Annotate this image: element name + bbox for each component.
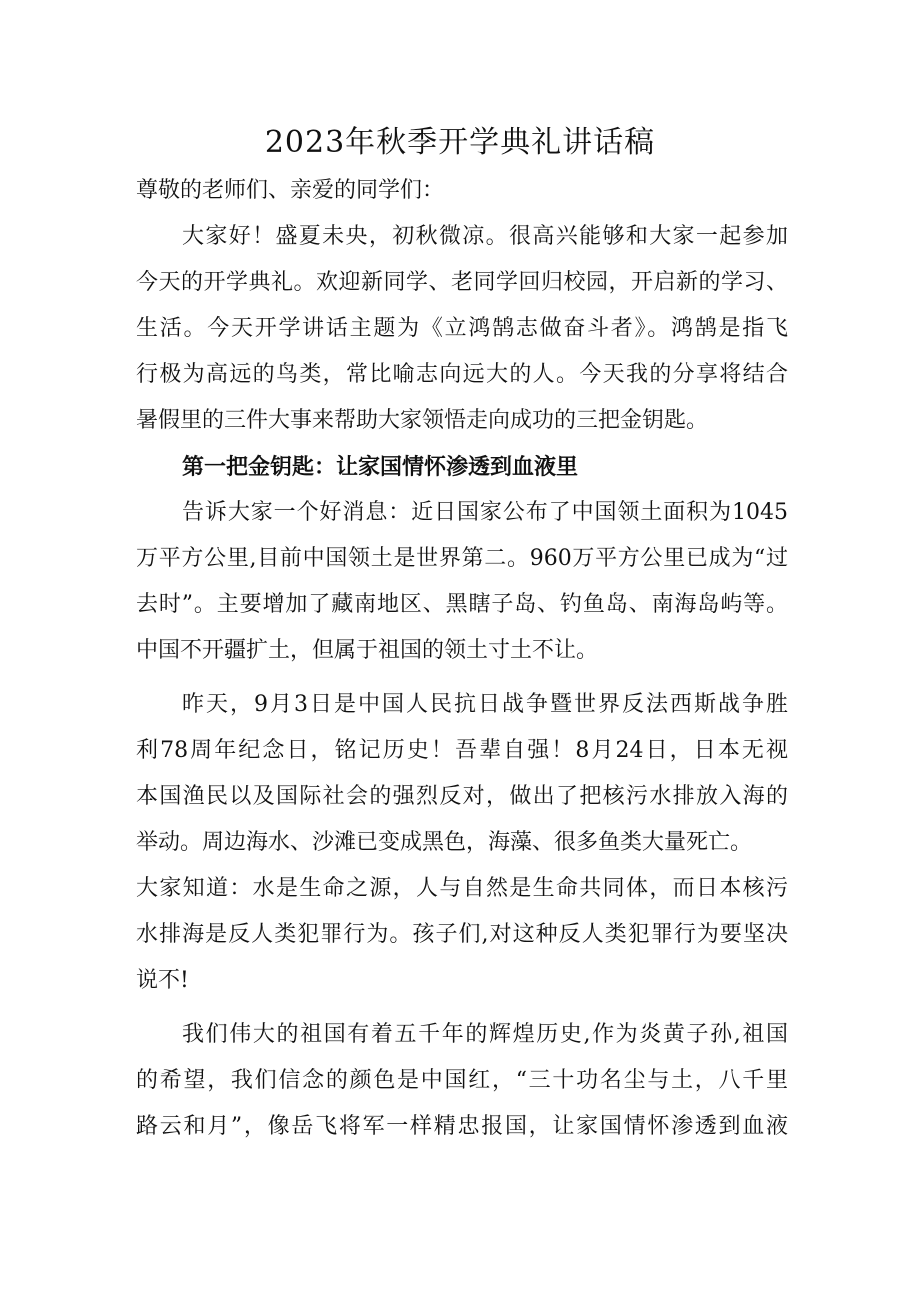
paragraph-line: 去时”。主要增加了藏南地区、黑瞎子岛、钓鱼岛、南海岛屿等。 [136, 592, 788, 617]
paragraph-line: 暑假里的三件大事来帮助大家领悟走向成功的三把金钥匙。 [136, 408, 709, 433]
paragraph-line: 生活。今天开学讲话主题为《立鸿鹄志做奋斗者》。鸿鹄是指飞 [136, 316, 788, 341]
document-body [136, 168, 788, 1150]
paragraph-line: 告诉大家一个好消息：近日国家公布了中国领土面积为1045 [182, 500, 788, 525]
paragraph-line: 大家知道：水是生命之源，人与自然是生命共同体，而日本核污 [136, 876, 788, 901]
document-title: 2023年秋季开学典礼讲话稿 [264, 125, 656, 160]
paragraph-line: 中国不开疆扩土，但属于祖国的领土寸土不让。 [136, 638, 599, 663]
paragraph-2 [136, 490, 788, 674]
salutation: 尊敬的老师们、亲爱的同学们： [136, 178, 445, 203]
paragraph-line: 的希望，我们信念的颜色是中国红，“三十功名尘与土，八千里 [136, 1068, 788, 1093]
paragraph-line: 利78周年纪念日，铭记历史！吾辈自强！8月24日，日本无视 [136, 738, 788, 763]
paragraph-3 [136, 682, 788, 1004]
paragraph-gap [136, 674, 788, 682]
paragraph-line: 昨天，9月3日是中国人民抗日战争暨世界反法西斯战争胜 [182, 692, 788, 717]
paragraph-line: 说不! [136, 968, 189, 993]
paragraph-line: 今天的开学典礼。欢迎新同学、老同学回归校园，开启新的学习、 [136, 270, 788, 295]
paragraph-4 [136, 1012, 788, 1150]
paragraph-gap [136, 1004, 788, 1012]
paragraph-line: 本国渔民以及国际社会的强烈反对，做出了把核污水排放入海的 [136, 784, 788, 809]
paragraph-line: 水排海是反人类犯罪行为。孩子们,对这种反人类犯罪行为要坚决 [136, 922, 788, 947]
paragraph-line: 我们伟大的祖国有着五千年的辉煌历史,作为炎黄子孙,祖国 [182, 1022, 788, 1047]
paragraph-line: 万平方公里,目前中国领土是世界第二。960万平方公里已成为“过 [136, 546, 788, 571]
section-heading: 第一把金钥匙：让家国情怀渗透到血液里 [182, 454, 579, 480]
paragraph-line: 举动。周边海水、沙滩已变成黑色，海藻、很多鱼类大量死亡。 [136, 830, 753, 855]
paragraph-1 [136, 214, 788, 444]
paragraph-line: 大家好！盛夏未央，初秋微凉。很高兴能够和大家一起参加 [182, 224, 788, 249]
paragraph-line: 行极为高远的鸟类，常比喻志向远大的人。今天我的分享将结合 [136, 362, 788, 387]
paragraph-line: 路云和月”，像岳飞将军一样精忠报国，让家国情怀渗透到血液 [136, 1114, 788, 1139]
